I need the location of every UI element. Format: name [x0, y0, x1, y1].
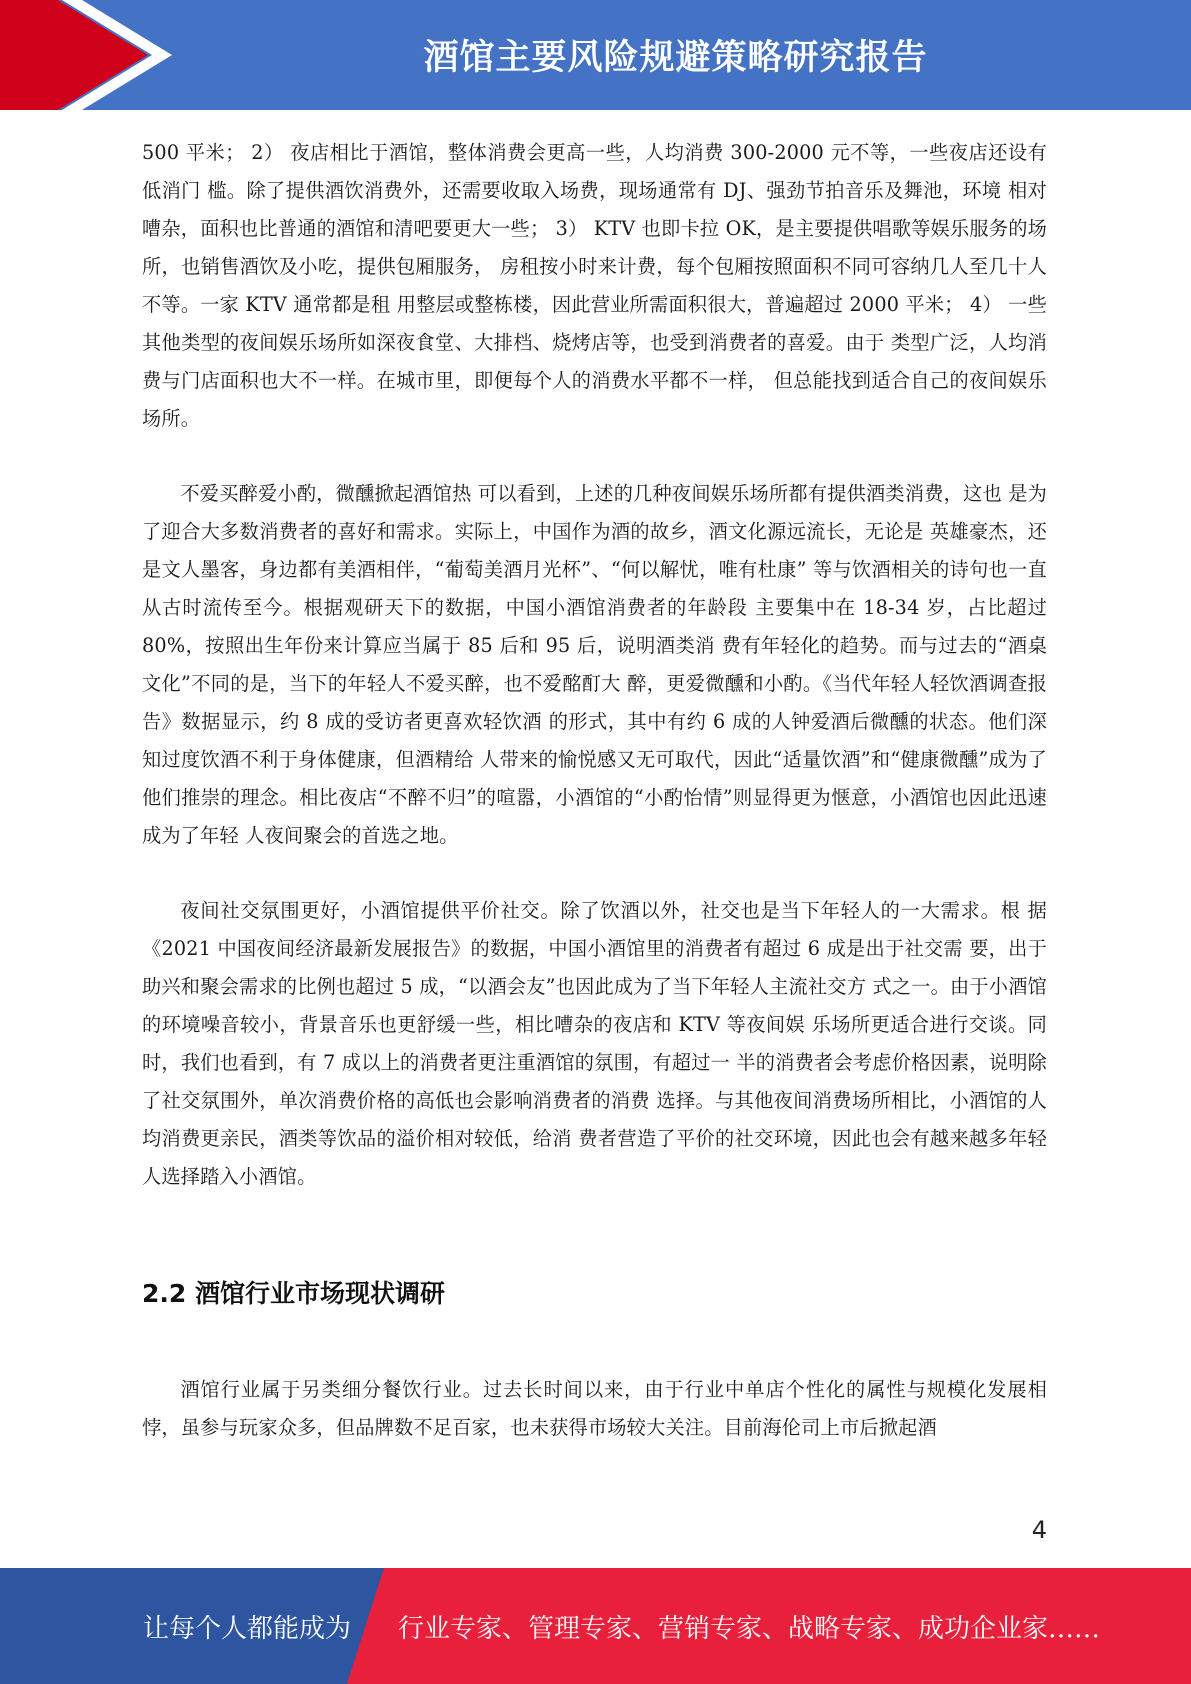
red-chevron-decoration	[0, 0, 300, 110]
footer-slogan-right: 行业专家、管理专家、营销专家、战略专家、成功企业家……	[398, 1613, 1101, 1644]
page-number: 4	[1031, 1516, 1047, 1544]
section-heading: 2.2 酒馆行业市场现状调研	[142, 1279, 445, 1308]
body-paragraph-2: 不爱买醉爱小酌，微醺掀起酒馆热 可以看到，上述的几种夜间娱乐场所都有提供酒类消费，这也 是为了迎合大多数消费者的喜好和需求。实际上，中国作为酒的故乡，酒文化源远流长，无论是 英雄豪杰，还是文人墨客，身边都有美酒相伴，“葡萄美酒月光杯”、“何以解忧，唯有杜康” 等与饮酒相关的诗句也一直从古时流传至今。根据观研天下的数据，中国小酒馆消费者的年龄段 主要集中在 18-34 岁，占比超过 80%，按照出生年份来计算应当属于 85 后和 95 后，说明酒类消 费有年轻化的趋势。而与过去的“酒桌文化”不同的是，当下的年轻人不爱买醉，也不爱酩酊大 醉，更爱微醺和小酌。《当代年轻人轻饮酒调查报告》数据显示，约 8 成的受访者更喜欢轻饮酒 的形式，其中有约 6 成的人钟爱酒后微醺的状态。他们深知过度饮酒不利于身体健康，但酒精给 人带来的愉悦感又无可取代，因此“适量饮酒”和“健康微醺”成为了他们推崇的理念。相比夜店“不醉不归”的喧嚣，小酒馆的“小酌怡情”则显得更为惬意，小酒馆也因此迅速成为了年轻 人夜间聚会的首选之地。	[142, 482, 1047, 847]
section-paragraph: 酒馆行业属于另类细分餐饮行业。过去长时间以来，由于行业中单店个性化的属性与规模化发展相悖，虽参与玩家众多，但品牌数不足百家，也未获得市场较大关注。目前海伦司上市后掀起酒	[142, 1378, 1047, 1439]
document-title: 酒馆主要风险规避策略研究报告	[423, 38, 928, 78]
main-content	[142, 134, 1047, 1447]
body-paragraph-1: 500 平米； 2） 夜店相比于酒馆，整体消费会更高一些，人均消费 300-2000 元不等，一些夜店还设有低消门 槛。除了提供酒饮消费外，还需要收取入场费，现场通常有 DJ、强劲节拍音乐及舞池，环境 相对嘈杂，面积也比普通的酒馆和清吧要更大一些； 3） KTV 也即卡拉 OK，是主要提供唱歌等娱乐服务的场所，也销售酒饮及小吃，提供包厢服务， 房租按小时来计费，每个包厢按照面积不同可容纳几人至几十人不等。一家 KTV 通常都是租 用整层或整栋楼，因此营业所需面积很大，普遍超过 2000 平米； 4） 一些其他类型的夜间娱乐场所如深夜食堂、大排档、烧烤店等，也受到消费者的喜爱。由于 类型广泛，人均消费与门店面积也大不一样。在城市里，即便每个人的消费水平都不一样， 但总能找到适合自己的夜间娱乐场所。	[142, 141, 1047, 430]
page-footer	[0, 1568, 1191, 1684]
body-paragraph-3: 夜间社交氛围更好，小酒馆提供平价社交。除了饮酒以外，社交也是当下年轻人的一大需求。根 据《2021 中国夜间经济最新发展报告》的数据，中国小酒馆里的消费者有超过 6 成是出于社交需 要，出于助兴和聚会需求的比例也超过 5 成，“以酒会友”也因此成为了当下年轻人主流社交方 式之一。由于小酒馆的环境噪音较小，背景音乐也更舒缓一些，相比嘈杂的夜店和 KTV 等夜间娱 乐场所更适合进行交谈。同时，我们也看到，有 7 成以上的消费者更注重酒馆的氛围，有超过一 半的消费者会考虑价格因素，说明除了社交氛围外，单次消费价格的高低也会影响消费者的消费 选择。与其他夜间消费场所相比，小酒馆的人均消费更亲民，酒类等饮品的溢价相对较低，给消 费者营造了平价的社交环境，因此也会有越来越多年轻人选择踏入小酒馆。	[142, 899, 1047, 1188]
footer-slogan-left: 让每个人都能成为	[143, 1613, 352, 1644]
page-header	[0, 0, 1191, 110]
